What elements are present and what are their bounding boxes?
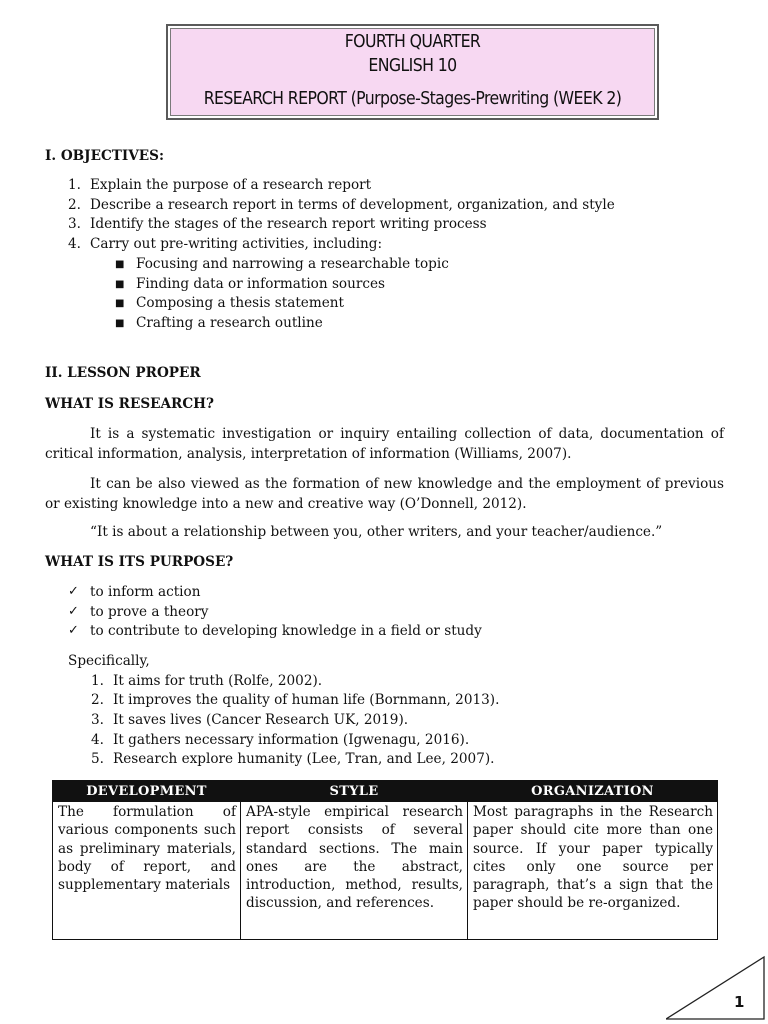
definition-text: It is a systematic investigation or inquiry entailing collection of data, documentation of critical information, analysis, interpretation of information (Williams, 2007). [45, 426, 724, 462]
specific-number: 1. [91, 673, 104, 689]
purpose-item: to contribute to developing knowledge in a field or study [90, 623, 482, 639]
what-is-research-heading: WHAT IS RESEARCH? [45, 396, 214, 412]
knowledge-paragraph [45, 474, 724, 514]
specific-number: 3. [91, 712, 104, 728]
table-row [53, 802, 718, 940]
table-header-organization: ORGANIZATION [468, 781, 718, 802]
lesson-heading: II. LESSON PROPER [45, 365, 201, 381]
checkmark-icon: ✓ [68, 623, 79, 638]
table-header-row [53, 781, 718, 802]
objective-item: Describe a research report in terms of development, organization, and style [90, 197, 615, 213]
objective-number: 3. [68, 216, 81, 232]
specific-item: Research explore humanity (Lee, Tran, and Lee, 2007). [113, 751, 495, 767]
knowledge-text: It can be also viewed as the formation of new knowledge and the employment of previous or existing knowledge into a new and creative way (O’Donnell, 2012). [45, 476, 724, 512]
page-number: 1 [734, 993, 745, 1011]
title-subject: ENGLISH 10 [368, 56, 457, 76]
objective-item: Carry out pre-writing activities, including: [90, 236, 383, 252]
objective-number: 1. [68, 177, 81, 193]
objective-sub-item: Finding data or information sources [136, 276, 385, 292]
purpose-heading: WHAT IS ITS PURPOSE? [45, 554, 234, 570]
title-topic: RESEARCH REPORT (Purpose-Stages-Prewriting (WEEK 2) [203, 89, 622, 109]
specifically-label: Specifically, [68, 653, 150, 669]
title-box [166, 24, 659, 120]
table-cell-organization: Most paragraphs in the Research paper should cite more than one source. If your paper typically cites only one source per paragraph, that’s a sign that the paper should be re-organized. [468, 802, 718, 940]
purpose-item: to prove a theory [90, 604, 209, 620]
objective-sub-item: Composing a thesis statement [136, 295, 344, 311]
page-corner-triangle [666, 955, 768, 1024]
checkmark-icon: ✓ [68, 604, 79, 619]
purpose-item: to inform action [90, 584, 201, 600]
table-header-style: STYLE [241, 781, 468, 802]
objective-sub-item: Focusing and narrowing a researchable topic [136, 256, 449, 272]
objective-sub-item: Crafting a research outline [136, 315, 323, 331]
specific-number: 4. [91, 732, 104, 748]
objective-item: Identify the stages of the research report writing process [90, 216, 487, 232]
objective-item: Explain the purpose of a research report [90, 177, 372, 193]
objectives-heading: I. OBJECTIVES: [45, 148, 164, 164]
specific-number: 5. [91, 751, 104, 767]
objective-number: 4. [68, 236, 81, 252]
specific-item: It improves the quality of human life (Bornmann, 2013). [113, 692, 500, 708]
square-bullet-icon: ■ [115, 279, 125, 290]
square-bullet-icon: ■ [115, 298, 125, 309]
objective-number: 2. [68, 197, 81, 213]
square-bullet-icon: ■ [115, 318, 125, 329]
title-quarter: FOURTH QUARTER [344, 32, 481, 52]
definition-paragraph [45, 424, 724, 464]
checkmark-icon: ✓ [68, 584, 79, 599]
specific-item: It saves lives (Cancer Research UK, 2019). [113, 712, 409, 728]
specific-item: It gathers necessary information (Igwenagu, 2016). [113, 732, 470, 748]
comparison-table [52, 780, 718, 940]
table-cell-style: APA-style empirical research report consists of several standard sections. The main ones are the abstract, introduction, method, results, discussion, and references. [241, 802, 468, 940]
quote-paragraph: “It is about a relationship between you, other writers, and your teacher/audience.” [90, 524, 663, 540]
specific-number: 2. [91, 692, 104, 708]
table-cell-development: The formulation of various components such as preliminary materials, body of report, and supplementary materials [53, 802, 241, 940]
specific-item: It aims for truth (Rolfe, 2002). [113, 673, 323, 689]
table-header-development: DEVELOPMENT [53, 781, 241, 802]
square-bullet-icon: ■ [115, 259, 125, 270]
